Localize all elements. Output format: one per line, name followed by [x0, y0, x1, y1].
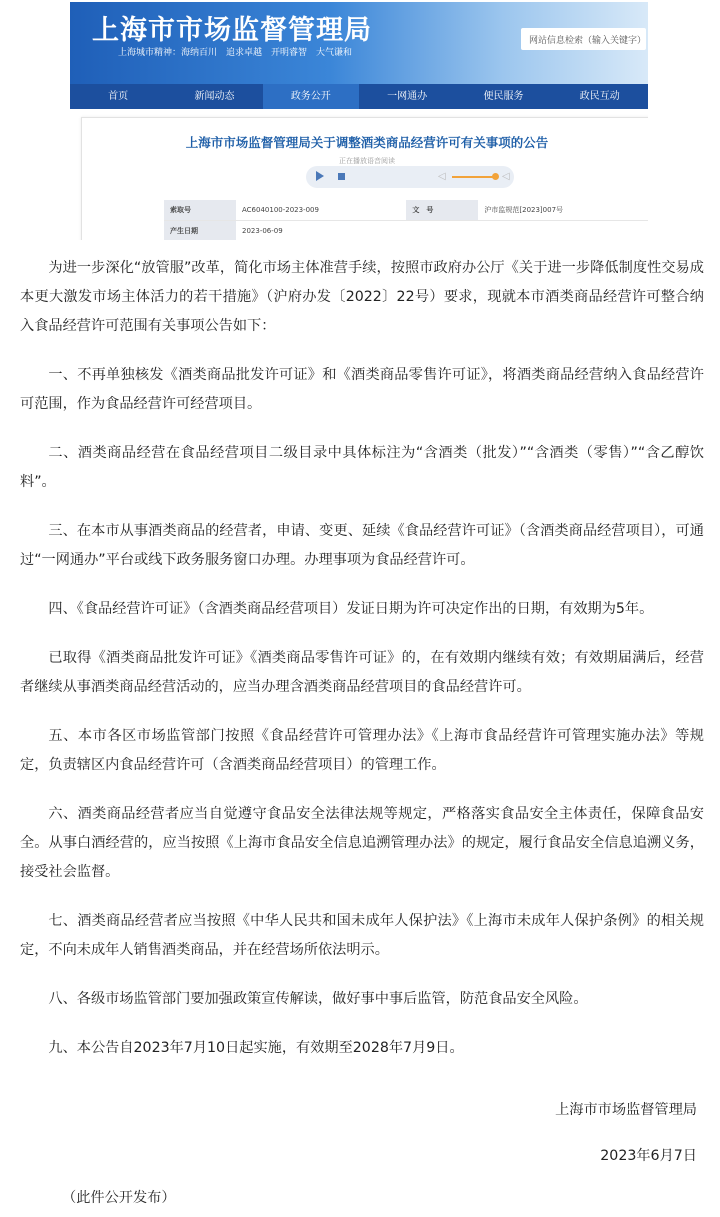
volume-down-icon[interactable]: ◁ [438, 171, 446, 182]
paragraph-item-3: 三、在本市从事酒类商品的经营者，申请、变更、延续《食品经营许可证》（含酒类商品经营项目），可通过“一网通办”平台或线下政务服务窗口办理。办理事项为食品经营许可。 [20, 523, 704, 568]
nav-item-interaction[interactable]: 政民互动 [579, 91, 620, 102]
paragraph-item-6: 六、酒类商品经营者应当自觉遵守食品安全法律法规等规定，严格落实食品安全主体责任，保障食品安全。从事白酒经营的，应当按照《上海市食品安全信息追溯管理办法》的规定，履行食品安全信息追溯义务，接受社会监督。 [20, 806, 704, 880]
index-value: AC6040100-2023-009 [236, 200, 406, 221]
volume-slider-handle[interactable] [492, 173, 499, 180]
audio-player [306, 166, 514, 188]
nav-item-home[interactable]: 首页 [108, 91, 129, 102]
docno-value: 沪市监规范[2023]007号 [478, 200, 648, 221]
play-icon[interactable] [316, 171, 324, 181]
signature-date: 2023年6月7日 [600, 1148, 697, 1164]
notice-body [20, 254, 704, 1083]
paragraph-item-1: 一、不再单独核发《酒类商品批发许可证》和《酒类商品零售许可证》，将酒类商品经营纳入食品经营许可范围，作为食品经营许可经营项目。 [20, 367, 704, 412]
site-slogan: 上海城市精神：海纳百川 追求卓越 开明睿智 大气谦和 [118, 48, 353, 58]
index-label: 索取号 [164, 200, 236, 221]
notice-card [81, 117, 648, 240]
site-banner [70, 2, 648, 84]
nav-item-news[interactable]: 新闻动态 [194, 91, 235, 102]
date-label: 产生日期 [164, 221, 236, 241]
site-title: 上海市市场监督管理局 [92, 15, 372, 46]
date-value: 2023-06-09 [236, 221, 406, 241]
audio-hint: 正在播放语音阅读 [339, 157, 395, 165]
paragraph-intro: 为进一步深化“放管服”改革，简化市场主体准营手续，按照市政府办公厅《关于进一步降低制度性交易成本更大激发市场主体活力的若干措施》（沪府办发〔2022〕22号）要求，现就本市酒类商品经营许可整合纳入食品经营许可范围有关事项公告如下： [20, 260, 704, 334]
nav-item-public-service[interactable]: 便民服务 [483, 91, 524, 102]
paragraph-item-2: 二、酒类商品经营在食品经营项目二级目录中具体标注为“含酒类（批发）”“含酒类（零售）”“含乙醇饮料”。 [20, 445, 704, 490]
nav-item-online-service[interactable]: 一网通办 [387, 91, 428, 102]
nav-item-gov-affairs[interactable]: 政务公开 [263, 84, 359, 109]
notice-title: 上海市市场监督管理局关于调整酒类商品经营许可有关事项的公告 [185, 135, 549, 150]
volume-up-icon[interactable]: ◁ [502, 171, 510, 182]
docno-label: 文 号 [406, 200, 478, 221]
signature: 上海市市场监督管理局 [555, 1102, 697, 1118]
main-nav [70, 84, 648, 109]
paragraph-item-5: 五、本市各区市场监管部门按照《食品经营许可管理办法》《上海市食品经营许可管理实施办法》等规定，负责辖区内食品经营许可（含酒类商品经营项目）的管理工作。 [20, 728, 704, 773]
webpage-screenshot [70, 2, 648, 240]
paragraph-item-8: 八、各级市场监管部门要加强政策宣传解读，做好事中事后监管，防范食品安全风险。 [48, 991, 588, 1007]
paragraph-item-9: 九、本公告自2023年7月10日起实施，有效期至2028年7月9日。 [48, 1040, 464, 1056]
stop-icon[interactable] [338, 173, 345, 180]
search-input[interactable]: 网站信息检索（输入关键字） [521, 28, 646, 50]
publish-note: （此件公开发布） [62, 1190, 176, 1206]
notice-meta-table [164, 200, 648, 240]
paragraph-item-7: 七、酒类商品经营者应当按照《中华人民共和国未成年人保护法》《上海市未成年人保护条例》的相关规定，不向未成年人销售酒类商品，并在经营场所依法明示。 [20, 913, 704, 958]
paragraph-item-4-note: 已取得《酒类商品批发许可证》《酒类商品零售许可证》的，在有效期内继续有效；有效期届满后，经营者继续从事酒类商品经营活动的，应当办理含酒类商品经营项目的食品经营许可。 [20, 650, 704, 695]
paragraph-item-4: 四、《食品经营许可证》（含酒类商品经营项目）发证日期为许可决定作出的日期，有效期为5年。 [48, 601, 654, 617]
